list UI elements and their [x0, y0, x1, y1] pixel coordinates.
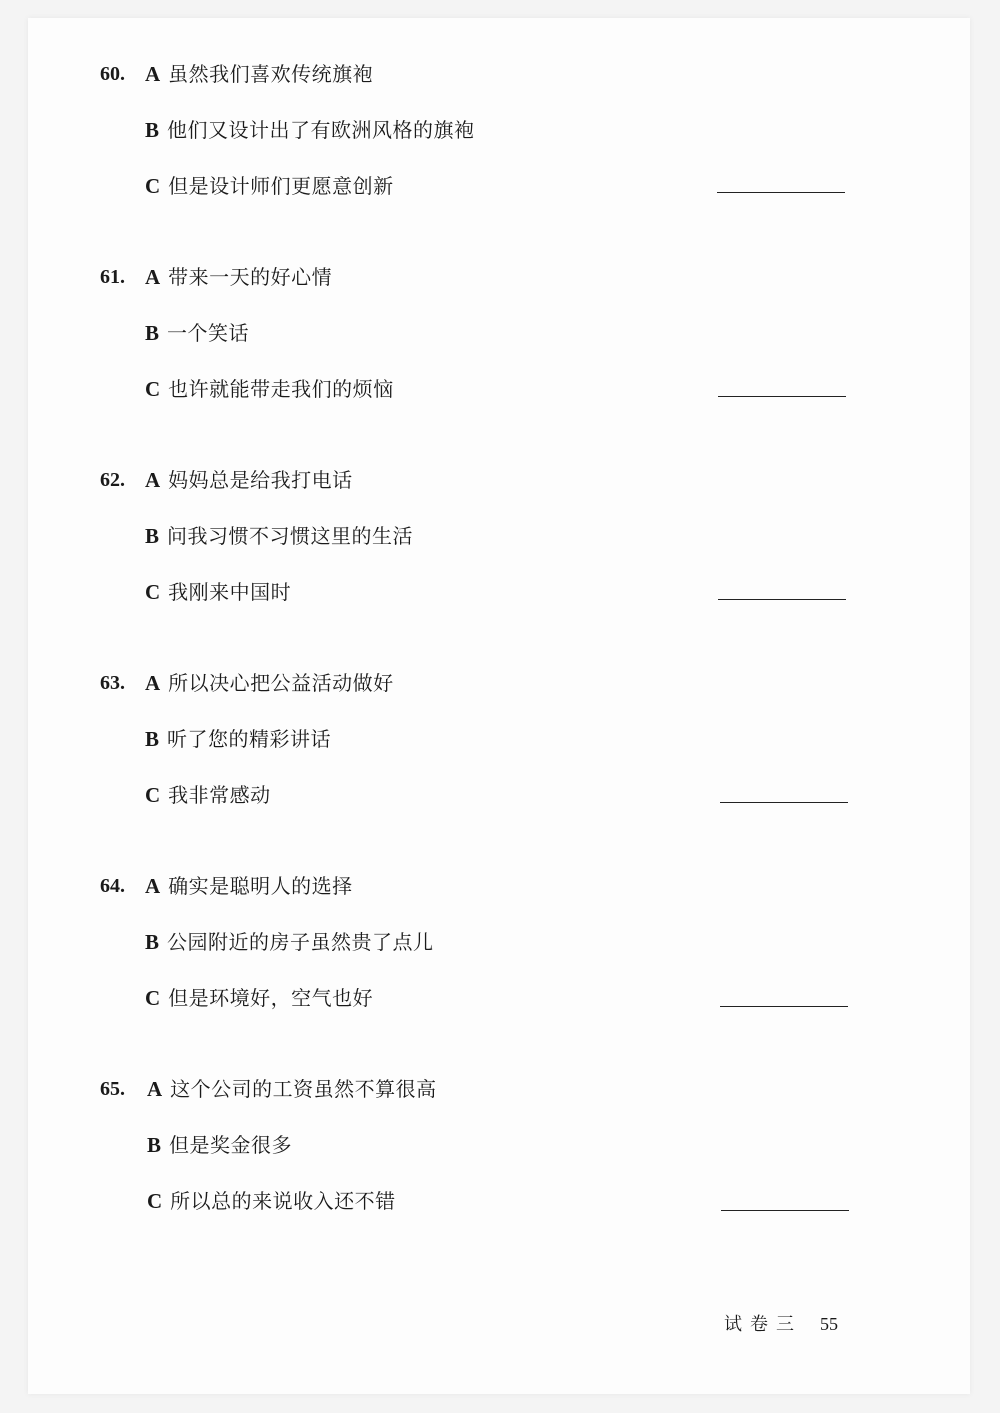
- option-c: [147, 1186, 396, 1216]
- option-text: 但是设计师们更愿意创新: [168, 174, 394, 198]
- question-number: 62.: [100, 469, 125, 491]
- option-text: 也许就能带走我们的烦恼: [168, 377, 394, 401]
- option-letter: B: [145, 118, 160, 142]
- option-c: [145, 780, 271, 810]
- option-letter: B: [145, 930, 160, 954]
- option-text: 这个公司的工资虽然不算很高: [170, 1077, 437, 1101]
- option-letter: C: [145, 580, 161, 604]
- page-number: 55: [820, 1314, 838, 1334]
- option-letter: A: [145, 874, 161, 898]
- option-c: [145, 577, 291, 607]
- option-letter: C: [145, 377, 161, 401]
- question-61: [0, 262, 1000, 442]
- option-letter: A: [145, 671, 161, 695]
- option-letter: A: [145, 468, 161, 492]
- question-63: [0, 668, 1000, 848]
- answer-blank[interactable]: [720, 802, 848, 803]
- page-footer: [724, 1310, 838, 1336]
- option-text: 妈妈总是给我打电话: [168, 468, 353, 492]
- option-b: [145, 927, 434, 957]
- question-60: [0, 59, 1000, 239]
- option-text: 但是奖金很多: [169, 1133, 293, 1157]
- question-62: [0, 465, 1000, 645]
- option-a: [145, 59, 373, 89]
- question-number: 60.: [100, 63, 125, 85]
- question-64: [0, 871, 1000, 1051]
- question-number: 61.: [100, 266, 125, 288]
- option-text: 我非常感动: [168, 783, 271, 807]
- answer-blank[interactable]: [717, 192, 845, 193]
- answer-blank[interactable]: [718, 396, 846, 397]
- option-a: [145, 871, 353, 901]
- option-text: 所以总的来说收入还不错: [170, 1189, 396, 1213]
- answer-blank[interactable]: [718, 599, 846, 600]
- option-letter: C: [145, 986, 161, 1010]
- option-a: [145, 668, 394, 698]
- exam-section-label: 试卷三: [724, 1314, 802, 1335]
- option-c: [145, 171, 394, 201]
- option-letter: B: [145, 321, 160, 345]
- option-b: [147, 1130, 292, 1160]
- question-number: 65.: [100, 1078, 125, 1100]
- option-a: [145, 262, 332, 292]
- option-text: 我刚来中国时: [168, 580, 292, 604]
- option-a: [147, 1074, 437, 1104]
- option-b: [145, 724, 331, 754]
- option-text: 听了您的精彩讲话: [167, 727, 332, 751]
- option-b: [145, 115, 475, 145]
- option-b: [145, 521, 413, 551]
- option-text: 公园附近的房子虽然贵了点儿: [167, 930, 434, 954]
- question-65: [0, 1074, 1000, 1254]
- answer-blank[interactable]: [720, 1006, 848, 1007]
- option-b: [145, 318, 249, 348]
- option-text: 他们又设计出了有欧洲风格的旗袍: [167, 118, 475, 142]
- option-a: [145, 465, 353, 495]
- option-letter: B: [147, 1133, 162, 1157]
- option-c: [145, 983, 373, 1013]
- option-letter: B: [145, 524, 160, 548]
- option-letter: A: [145, 62, 161, 86]
- option-letter: C: [147, 1189, 163, 1213]
- option-c: [145, 374, 394, 404]
- option-text: 所以决心把公益活动做好: [168, 671, 394, 695]
- answer-blank[interactable]: [721, 1210, 849, 1211]
- option-letter: B: [145, 727, 160, 751]
- option-letter: C: [145, 174, 161, 198]
- option-letter: C: [145, 783, 161, 807]
- option-text: 虽然我们喜欢传统旗袍: [168, 62, 374, 86]
- question-number: 64.: [100, 875, 125, 897]
- question-number: 63.: [100, 672, 125, 694]
- option-text: 但是环境好，空气也好: [168, 986, 374, 1010]
- option-text: 确实是聪明人的选择: [168, 874, 353, 898]
- option-letter: A: [147, 1077, 163, 1101]
- option-text: 问我习惯不习惯这里的生活: [167, 524, 414, 548]
- option-letter: A: [145, 265, 161, 289]
- option-text: 带来一天的好心情: [168, 265, 333, 289]
- option-text: 一个笑话: [167, 321, 250, 345]
